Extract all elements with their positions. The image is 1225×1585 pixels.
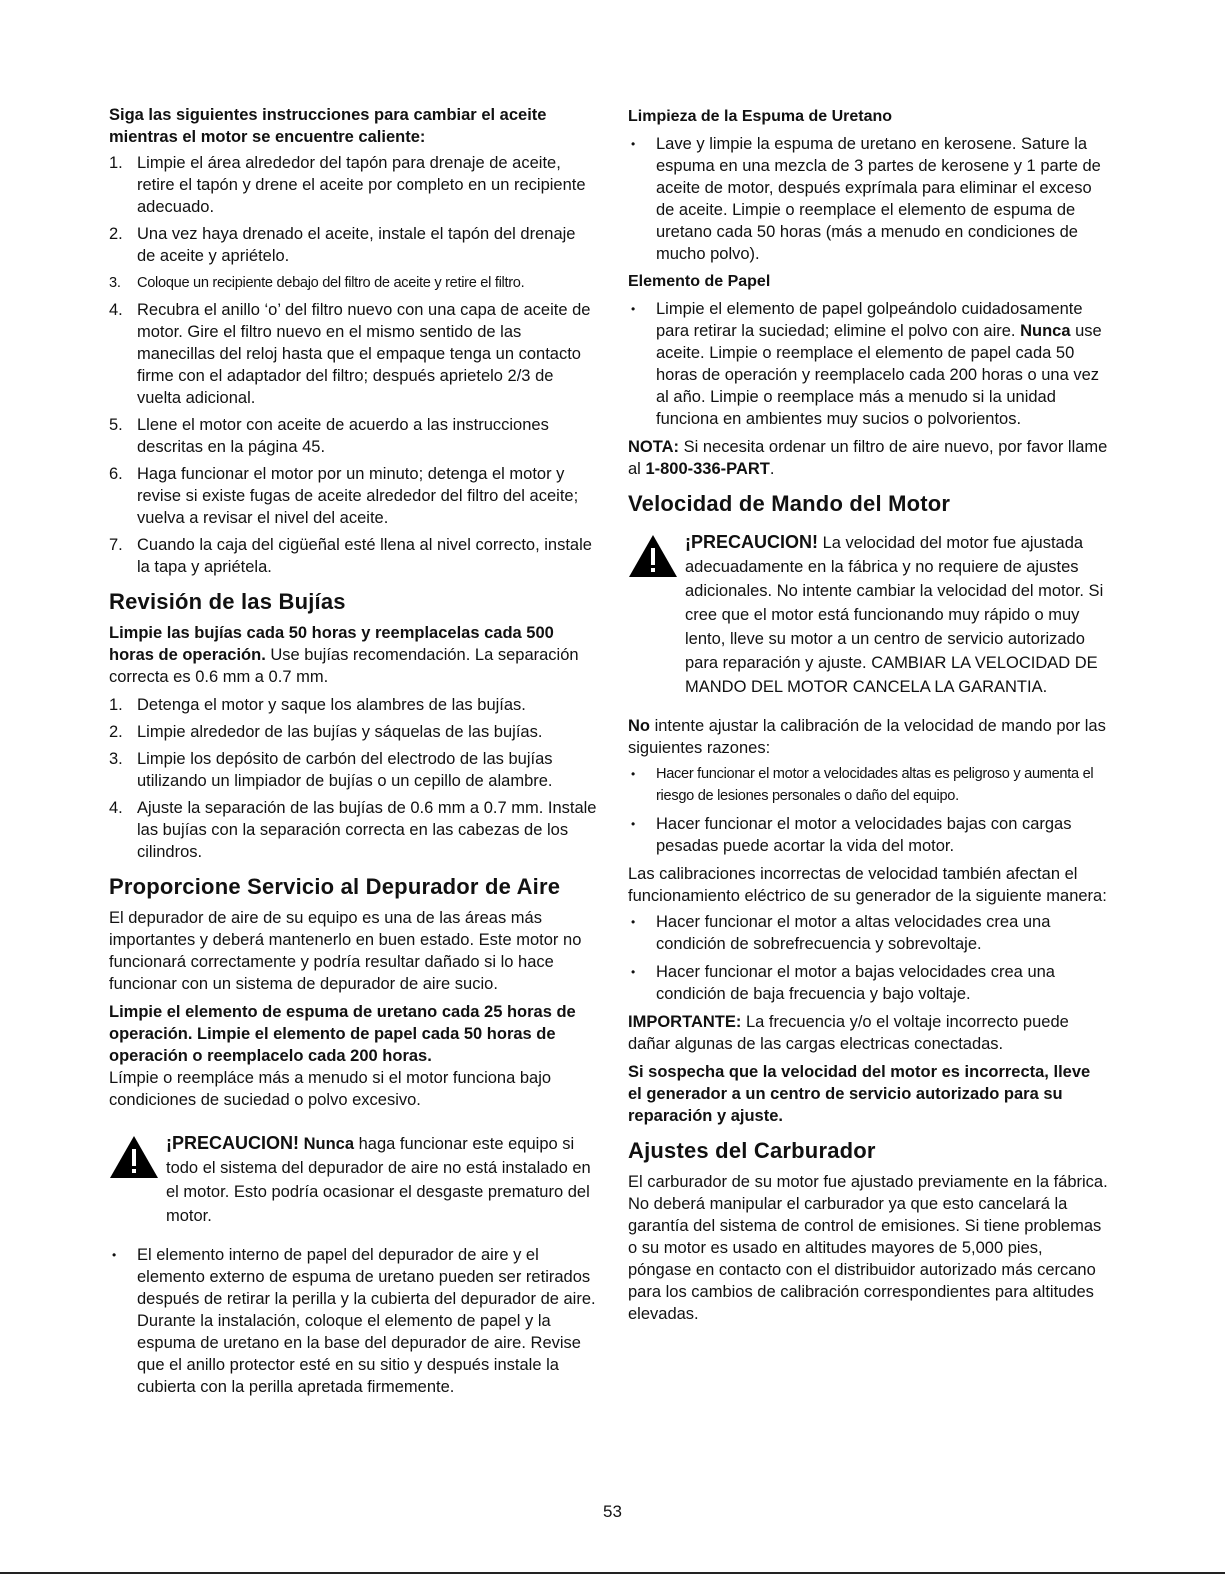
no-adjust-text: No intente ajustar la calibración de la velocidad de mando por las siguientes razones: [628,717,1106,757]
right-column [628,104,1108,1325]
carburetor-text: El carburador de su motor fue ajustado previamente en la fábrica. No deberá manipular el carburador ya que esto cancelará la garantía del sistema de control de emisiones. Si tiene problemas o su motor es usado en altitudes mayores de 5,000 pies, póngase en contacto con el distribuidor autorizado más cercano para los cambios de calibración correspondientes para altitudes elevadas. [628,1173,1108,1323]
caution-label: ¡PRECAUCION! [166,1133,299,1153]
foam-bullets [628,133,1108,265]
reasons-list [628,763,1108,857]
list-item: 3. Limpie los depósito de carbón del electrodo de las bujías utilizando un limpiador de bujías o un cepillo de alambre. [109,750,553,790]
sparkplug-steps [109,694,597,863]
list-item: 5. Llene el motor con aceite de acuerdo a las instrucciones descritas en la página 45. [109,416,549,456]
oil-change-steps [109,152,597,578]
list-item: 1. Detenga el motor y saque los alambres de las bujías. [109,696,526,714]
list-item: 4. Ajuste la separación de las bujías de 0.6 mm a 0.7 mm. Instale las bujías con la separación correcta en las cabezas de los cilindros. [109,799,597,861]
list-item: 2. Limpie alrededor de las bujías y sáquelas de las bujías. [109,723,543,741]
list-item: 2. Una vez haya drenado el aceite, instale el tapón del drenaje de aceite y apriételo. [109,225,576,265]
air-cleaner-intro: El depurador de aire de su equipo es una de las áreas más importantes y deberá mantenerlo en buen estado. Este motor no funcionará correctamente y podría resultar dañado si lo hace funcionar con un sistema de depurador de aire sucio. [109,909,582,993]
air-cleaner-bullets [109,1244,597,1398]
nota: NOTA: Si necesita ordenar un filtro de aire nuevo, por favor llame al 1-800-336-PART. [628,438,1108,478]
calibration-text: Las calibraciones incorrectas de velocidad también afectan el funcionamiento eléctrico de su generador de la siguiente manera: [628,865,1107,905]
page-number: 53 [603,1502,622,1521]
list-item: 7. Cuando la caja del cigüeñal esté llena al nivel correcto, instale la tapa y apriétela. [109,536,592,576]
list-item: 3. Coloque un recipiente debajo del filtro de aceite y retire el filtro. [109,275,525,291]
paper-bullets [628,298,1108,430]
important-note: IMPORTANTE: La frecuencia y/o el voltaje incorrecto puede dañar algunas de las cargas electricas conectadas. [628,1013,1069,1053]
suspect-note: Si sospecha que la velocidad del motor es incorrecta, lleve el generador a un centro de servicio autorizado para su reparación y ajuste. [628,1063,1091,1125]
warning-triangle-icon [109,1135,159,1179]
caution-engine-speed: ¡PRECAUCION! La velocidad del motor fue ajustada adecuadamente en la fábrica y no requiere de ajustes adicionales. No intente cambiar la velocidad del motor. Si cree que el motor está funcionando muy rápido o muy lento, lleve su motor a un centro de servicio autorizado para reparación y ajuste. CAMBIAR LA VELOCIDAD DE MANDO DEL MOTOR CANCELA LA GARANTIA. [628,530,1108,699]
caution-air-cleaner: ¡PRECAUCION! Nunca haga funcionar este equipo si todo el sistema del depurador de aire no está instalado en el motor. Esto podría ocasionar el desgaste prematuro del motor. [109,1131,597,1228]
air-cleaner-heading: Proporcione Servicio al Depurador de Aire [109,874,561,899]
paper-heading: Elemento de Papel [628,273,771,290]
oil-change-lead: Siga las siguientes instrucciones para cambiar el aceite mientras el motor se encuentre caliente: [109,106,547,146]
list-item: • Hacer funcionar el motor a velocidades bajas con cargas pesadas puede acortar la vida del motor. [628,813,1108,857]
list-item: 4. Recubra el anillo ‘o’ del filtro nuevo con una capa de aceite de motor. Gire el filtro nuevo en el mismo sentido de las manecillas del reloj hasta que el empaque tenga un contacto firme con el adaptador del filtro; después aprietelo 2/3 de vuelta adicional. [109,301,591,407]
list-item: 1. Limpie el área alrededor del tapón para drenaje de aceite, retire el tapón y drene el aceite por completo en un recipiente adecuado. [109,154,586,216]
list-item: • Lave y limpie la espuma de uretano en kerosene. Sature la espuma en una mezcla de 3 partes de kerosene y 1 parte de aceite de motor, después exprímala para eliminar el exceso de aceite. Limpie o reemplace el elemento de espuma de uretano cada 50 horas (más a menudo en condiciones de mucho polvo). [628,133,1108,265]
list-item: • Hacer funcionar el motor a altas velocidades crea una condición de sobrefrecuencia y sobrevoltaje. [628,911,1108,955]
foam-heading: Limpieza de la Espuma de Uretano [628,108,893,125]
bottom-rule [0,1572,1225,1574]
warning-triangle-icon [628,534,678,578]
list-item: • Hacer funcionar el motor a bajas velocidades crea una condición de baja frecuencia y bajo voltaje. [628,961,1108,1005]
caution-label: ¡PRECAUCION! [685,532,818,552]
engine-speed-heading: Velocidad de Mando del Motor [628,491,951,516]
air-cleaner-schedule: Limpie el elemento de espuma de uretano cada 25 horas de operación. Limpie el elemento de papel cada 50 horas de operación o reemplacelo cada 200 horas. Límpie o reempláce más a menudo si el motor funciona bajo condiciones de suciedad o polvo excesivo. [109,1003,576,1109]
list-item: • Limpie el elemento de papel golpeándolo cuidadosamente para retirar la suciedad; elimine el polvo con aire. Nunca use aceite. Limpie o reemplace el elemento de papel cada 50 horas de operación y reemplacelo cada 200 horas o una vez al año. Limpie o reemplace más a menudo si la unidad funciona en ambientes muy sucios o polvorientos. [628,298,1108,430]
list-item: • Hacer funcionar el motor a velocidades altas es peligroso y aumenta el riesgo de lesiones personales o daño del equipo. [628,763,1108,807]
list-item: 6. Haga funcionar el motor por un minuto; detenga el motor y revise si existe fugas de aceite alrededor del filtro del aceite; vuelva a revisar el nivel del aceite. [109,465,579,527]
carburetor-heading: Ajustes del Carburador [628,1138,876,1163]
left-column [109,104,597,1404]
list-item: • El elemento interno de papel del depurador de aire y el elemento externo de espuma de uretano pueden ser retirados después de retirar la perilla y la cubierta del depurador de aire. Durante la instalación, coloque el elemento de papel y la espuma de uretano en la base del depurador de aire. Revise que el anillo protector esté en su sitio y después instale la cubierta con la perilla apretada firmemente. [109,1244,597,1398]
sparkplug-intro: Limpie las bujías cada 50 horas y reemplacelas cada 500 horas de operación. Use bujías recomendación. La separación correcta es 0.6 mm a 0.7 mm. [109,624,579,686]
sparkplug-heading: Revisión de las Bujías [109,589,346,614]
effects-list [628,911,1108,1005]
